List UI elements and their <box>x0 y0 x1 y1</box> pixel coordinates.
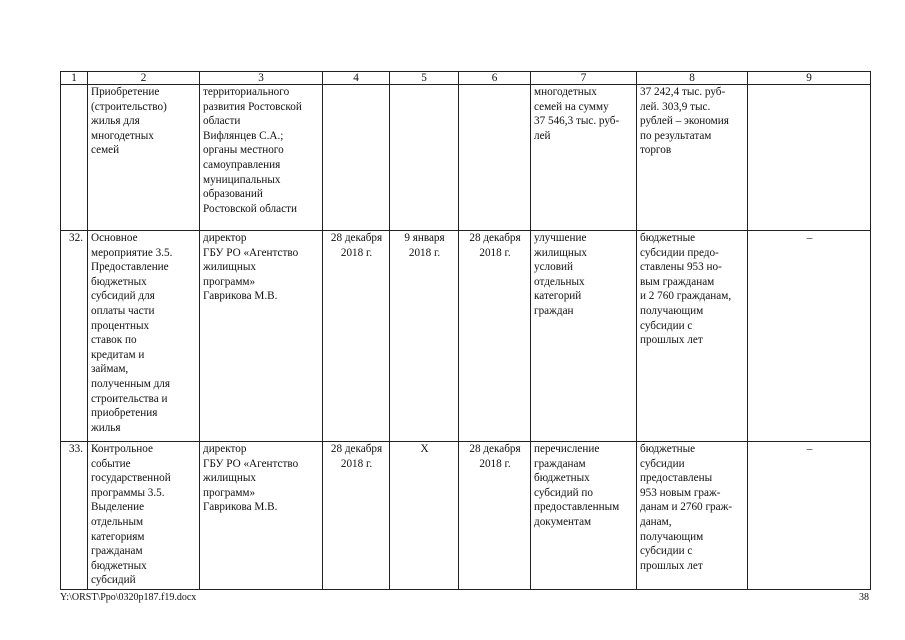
row-number: 32. <box>61 231 88 442</box>
measure-name: Основное мероприятие 3.5. Предоставление бюджетных субсидий для оплаты части процентных ставок по кредитам и займам, полученным для строительства и приобретения жилья <box>88 231 200 442</box>
planned-result: перечисление гражданам бюджетных субсидий по предоставленным документам <box>531 442 637 590</box>
actual-result: бюджетные субсидии предо- ставлены 953 но- вым гражданам и 2 760 гражданам, получающим субсидии с прошлых лет <box>637 231 748 442</box>
planned-date <box>323 85 390 231</box>
actual-end-date: 28 декабря 2018 г. <box>459 231 531 442</box>
actual-result: 37 242,4 тыс. руб- лей. 303,9 тыс. рублей – экономия по результатам торгов <box>637 85 748 231</box>
column-header: 9 <box>748 72 871 85</box>
table-row <box>61 231 871 442</box>
planned-date: 28 декабря 2018 г. <box>323 231 390 442</box>
measure-name: Контрольное событие государственной программы 3.5. Выделение отдельным категориям гражданам бюджетных субсидий <box>88 442 200 590</box>
measure-name: Приобретение (строительство) жилья для многодетных семей <box>88 85 200 231</box>
footer-file-path: Y:\ORST\Ppo\0320p187.f19.docx <box>60 592 197 603</box>
actual-end-date: 28 декабря 2018 г. <box>459 442 531 590</box>
actual-end-date <box>459 85 531 231</box>
table-row <box>61 85 871 231</box>
deviation-reason: – <box>748 442 871 590</box>
actual-start-date <box>390 85 459 231</box>
program-report-table <box>60 71 871 590</box>
actual-result: бюджетные субсидии предоставлены 953 новым граж- данам и 2760 граж- данам, получающим субсидии с прошлых лет <box>637 442 748 590</box>
responsible-person: директор ГБУ РО «Агентство жилищных программ» Гаврикова М.В. <box>200 231 323 442</box>
planned-result: улучшение жилищных условий отдельных категорий граждан <box>531 231 637 442</box>
planned-date: 28 декабря 2018 г. <box>323 442 390 590</box>
footer-page-number: 38 <box>859 592 869 603</box>
column-header: 4 <box>323 72 390 85</box>
column-header: 6 <box>459 72 531 85</box>
actual-start-date: 9 января 2018 г. <box>390 231 459 442</box>
column-header: 5 <box>390 72 459 85</box>
column-header: 8 <box>637 72 748 85</box>
deviation-reason <box>748 85 871 231</box>
column-header: 2 <box>88 72 200 85</box>
row-number: 33. <box>61 442 88 590</box>
actual-start-date: Х <box>390 442 459 590</box>
column-header: 3 <box>200 72 323 85</box>
deviation-reason: – <box>748 231 871 442</box>
responsible-person: директор ГБУ РО «Агентство жилищных программ» Гаврикова М.В. <box>200 442 323 590</box>
column-header: 1 <box>61 72 88 85</box>
row-number <box>61 85 88 231</box>
planned-result: многодетных семей на сумму 37 546,3 тыс. руб- лей <box>531 85 637 231</box>
responsible-person: территориального развития Ростовской области Вифлянцев С.А.; органы местного самоуправления муниципальных образований Ростовской области <box>200 85 323 231</box>
column-header: 7 <box>531 72 637 85</box>
column-number-row <box>61 72 871 85</box>
table-row <box>61 442 871 590</box>
